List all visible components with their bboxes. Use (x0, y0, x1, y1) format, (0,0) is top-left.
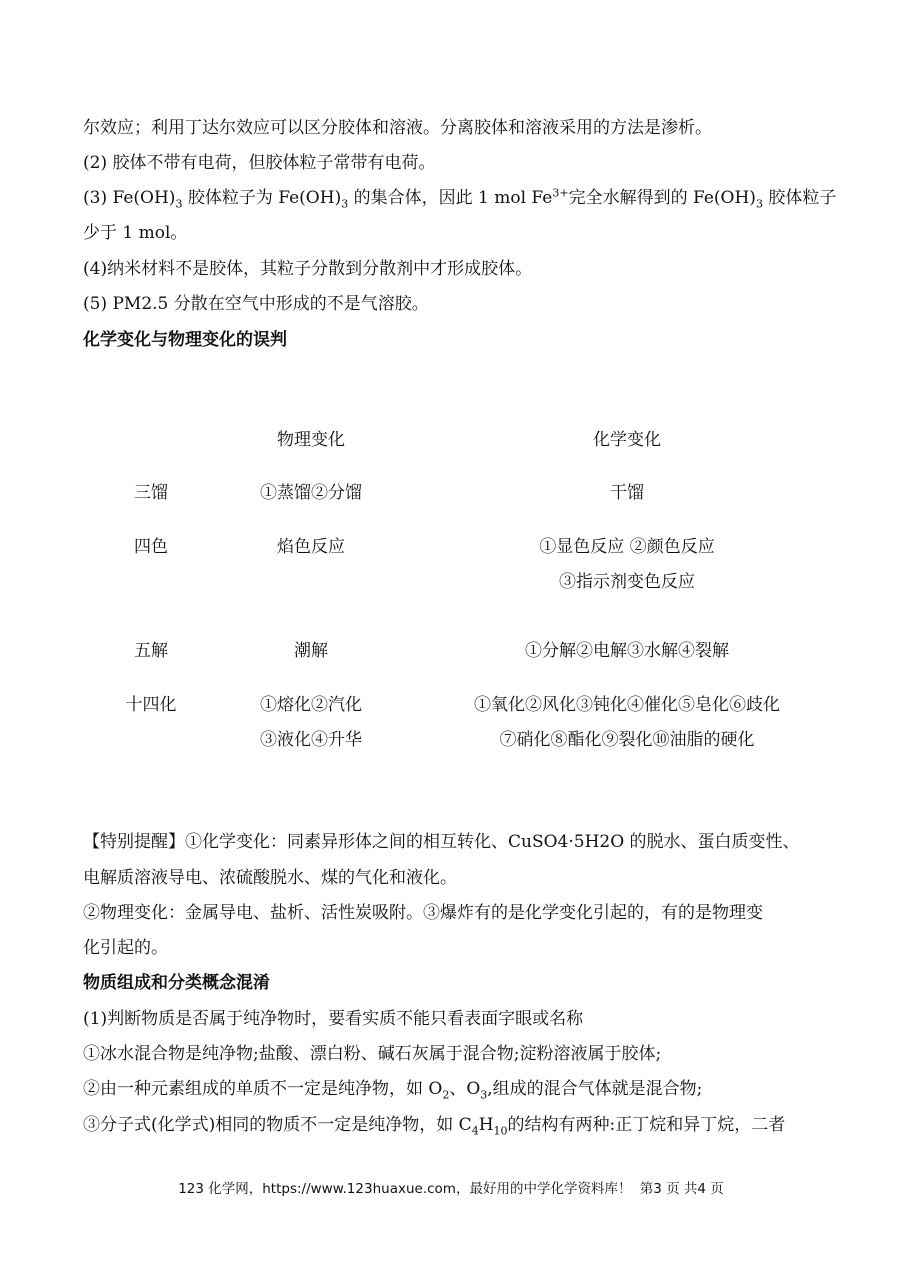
chemical-cell: ①显色反应 ②颜色反应 (539, 537, 715, 557)
colloid-item-3: (3) $Fe(OH)_3$ 胶体粒子为 $Fe(OH)_3$ 的集合体，因此 1 mol $Fe^{3+}$完全水解得到的 $Fe(OH)_3$ 胶体粒子 (83, 186, 837, 211)
special-reminder-line: 【特别提醒】①化学变化：同素异形体之间的相互转化、CuSO4·5H2O 的脱水、蛋白质变性、 (83, 832, 800, 852)
classification-example-2: ②由一种元素组成的单质不一定是纯净物，如 $O_2$、$O_3$,组成的混合气体就是混合物; (83, 1079, 703, 1102)
footer-site-text: 123 化学网，https://www.123huaxue.com，最好用的中学化学资料库！ (178, 1181, 632, 1197)
colloid-item-4: (4)纳米材料不是胶体，其粒子分散到分散剂中才形成胶体。 (83, 259, 533, 279)
colloid-item-3-continued: 少于 1 mol。 (83, 223, 188, 243)
section-heading-composition-classification: 物质组成和分类概念混淆 (83, 973, 270, 993)
header-physical-change: 物理变化 (277, 430, 345, 450)
classification-point-1: (1)判断物质是否属于纯净物时，要看实质不能只看表面字眼或名称 (83, 1009, 584, 1029)
physical-cell: ①熔化②汽化 (260, 695, 362, 715)
special-reminder-line: 化引起的。 (83, 938, 168, 958)
special-reminder-line: ②物理变化：金属导电、盐析、活性炭吸附。③爆炸有的是化学变化引起的，有的是物理变 (83, 903, 763, 923)
page-footer (0, 1179, 902, 1199)
chemical-cell: ⑦硝化⑧酯化⑨裂化⑩油脂的硬化 (499, 730, 755, 750)
section-heading-change-misjudgment: 化学变化与物理变化的误判 (83, 330, 287, 350)
classification-example-3: ③分子式(化学式)相同的物质不一定是纯净物，如 $C_4H_{10}$的结构有两种:正丁烷和异丁烷，二者 (83, 1115, 786, 1138)
row-label: 四色 (134, 537, 168, 557)
row-label: 十四化 (125, 695, 177, 715)
footer-page-number: 第3 页 共4 页 (639, 1181, 724, 1197)
header-chemical-change: 化学变化 (593, 430, 661, 450)
colloid-item-5: (5) PM2.5 分散在空气中形成的不是气溶胶。 (83, 294, 429, 314)
chemical-cell: 干馏 (610, 483, 644, 503)
chemical-cell: ①分解②电解③水解④裂解 (525, 641, 729, 661)
chemical-cell: ①氧化②风化③钝化④催化⑤皂化⑥歧化 (474, 695, 780, 715)
special-reminder-line: 电解质溶液导电、浓硫酸脱水、煤的气化和液化。 (83, 868, 457, 888)
chemical-cell: ③指示剂变色反应 (559, 572, 695, 592)
row-label: 五解 (134, 641, 168, 661)
colloid-item-2: (2) 胶体不带有电荷，但胶体粒子常带有电荷。 (83, 153, 436, 173)
paragraph-line: 尔效应；利用丁达尔效应可以区分胶体和溶液。分离胶体和溶液采用的方法是渗析。 (83, 118, 712, 138)
physical-cell: ①蒸馏②分馏 (260, 483, 362, 503)
classification-example-1: ①冰水混合物是纯净物;盐酸、漂白粉、碱石灰属于混合物;淀粉溶液属于胶体; (83, 1044, 662, 1064)
physical-cell: 焰色反应 (277, 537, 345, 557)
row-label: 三馏 (134, 483, 168, 503)
physical-cell: 潮解 (294, 641, 328, 661)
physical-cell: ③液化④升华 (260, 730, 362, 750)
